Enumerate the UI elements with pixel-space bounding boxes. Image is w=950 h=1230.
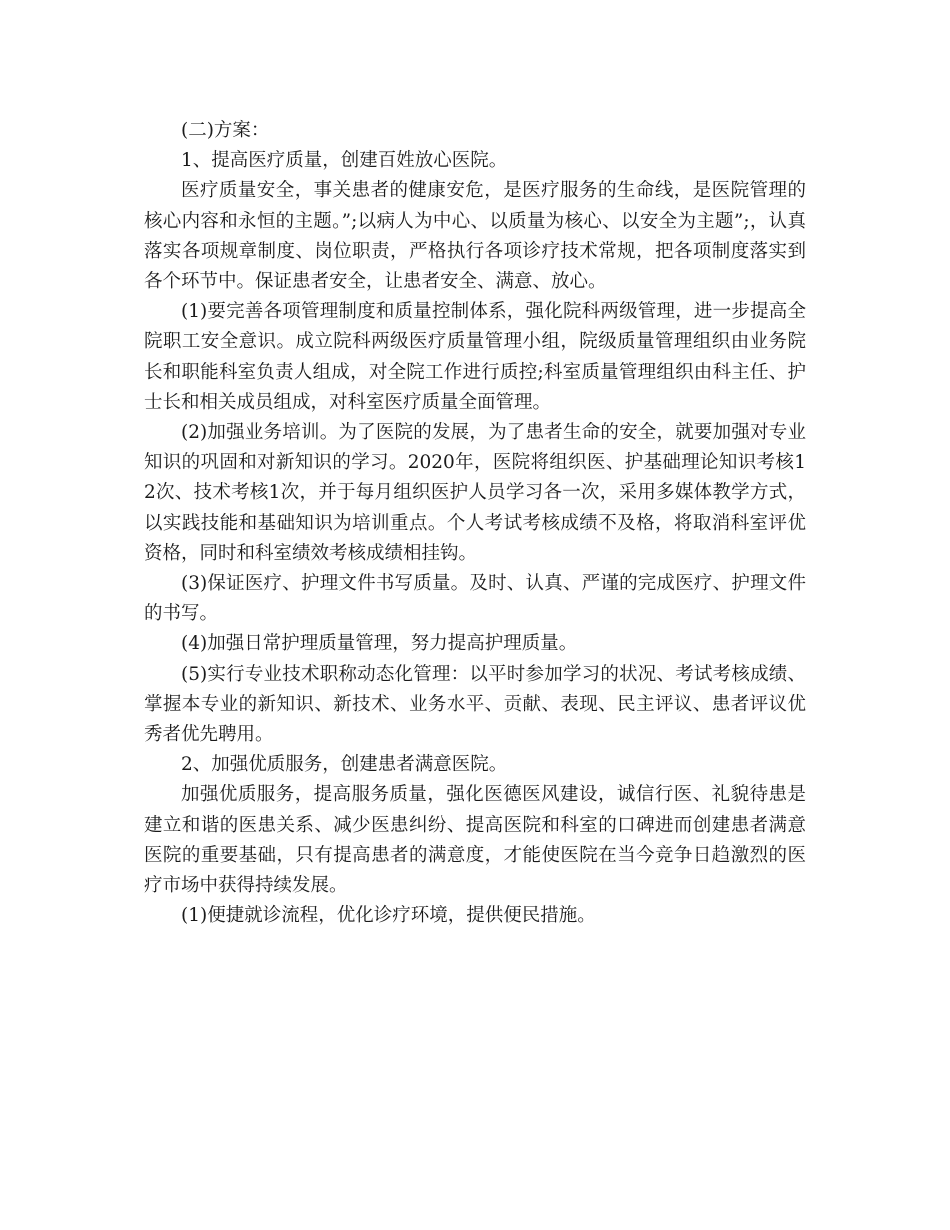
- paragraph: (2)加强业务培训。为了医院的发展，为了患者生命的安全，就要加强对专业知识的巩固和对新知识的学习。2020年，医院将组织医、护基础理论知识考核12次、技术考核1次，并于每月组织医护人员学习各一次，采用多媒体教学方式，以实践技能和基础知识为培训重点。个人考试考核成绩不及格，将取消科室评优资格，同时和科室绩效考核成绩相挂钩。: [144, 422, 806, 564]
- document-body: [144, 116, 806, 931]
- paragraph: (5)实行专业技术职称动态化管理：以平时参加学习的状况、考试考核成绩、掌握本专业的新知识、新技术、业务水平、贡献、表现、民主评议、患者评议优秀者优先聘用。: [144, 663, 806, 746]
- paragraph: (4)加强日常护理质量管理，努力提高护理质量。: [181, 633, 578, 655]
- paragraph: 医疗质量安全，事关患者的健康安危，是医疗服务的生命线，是医院管理的核心内容和永恒的主题。”;以病人为中心、以质量为核心、以安全为主题”;，认真落实各项规章制度、岗位职责，严格执行各项诊疗技术常规，把各项制度落实到各个环节中。保证患者安全，让患者安全、满意、放心。: [144, 180, 806, 293]
- paragraph: (3)保证医疗、护理文件书写质量。及时、认真、严谨的完成医疗、护理文件的书写。: [144, 573, 806, 625]
- item-heading-1: 1、提高医疗质量，创建百姓放心医院。: [181, 150, 508, 172]
- paragraph: (1)便捷就诊流程，优化诊疗环境，提供便民措施。: [181, 905, 596, 927]
- item-heading-2: 2、加强优质服务，创建患者满意医院。: [181, 754, 508, 776]
- paragraph: (1)要完善各项管理制度和质量控制体系，强化院科两级管理，进一步提高全院职工安全意识。成立院科两级医疗质量管理小组，院级质量管理组织由业务院长和职能科室负责人组成，对全院工作进行质控;科室质量管理组织由科主任、护士长和相关成员组成，对科室医疗质量全面管理。: [144, 301, 806, 413]
- paragraph: 加强优质服务，提高服务质量，强化医德医风建设，诚信行医、礼貌待患是建立和谐的医患关系、减少医患纠纷、提高医院和科室的口碑进而创建患者满意医院的重要基础，只有提高患者的满意度，才能使医院在当今竞争日趋激烈的医疗市场中获得持续发展。: [144, 784, 806, 897]
- section-heading-plan: (二)方案：: [181, 120, 270, 141]
